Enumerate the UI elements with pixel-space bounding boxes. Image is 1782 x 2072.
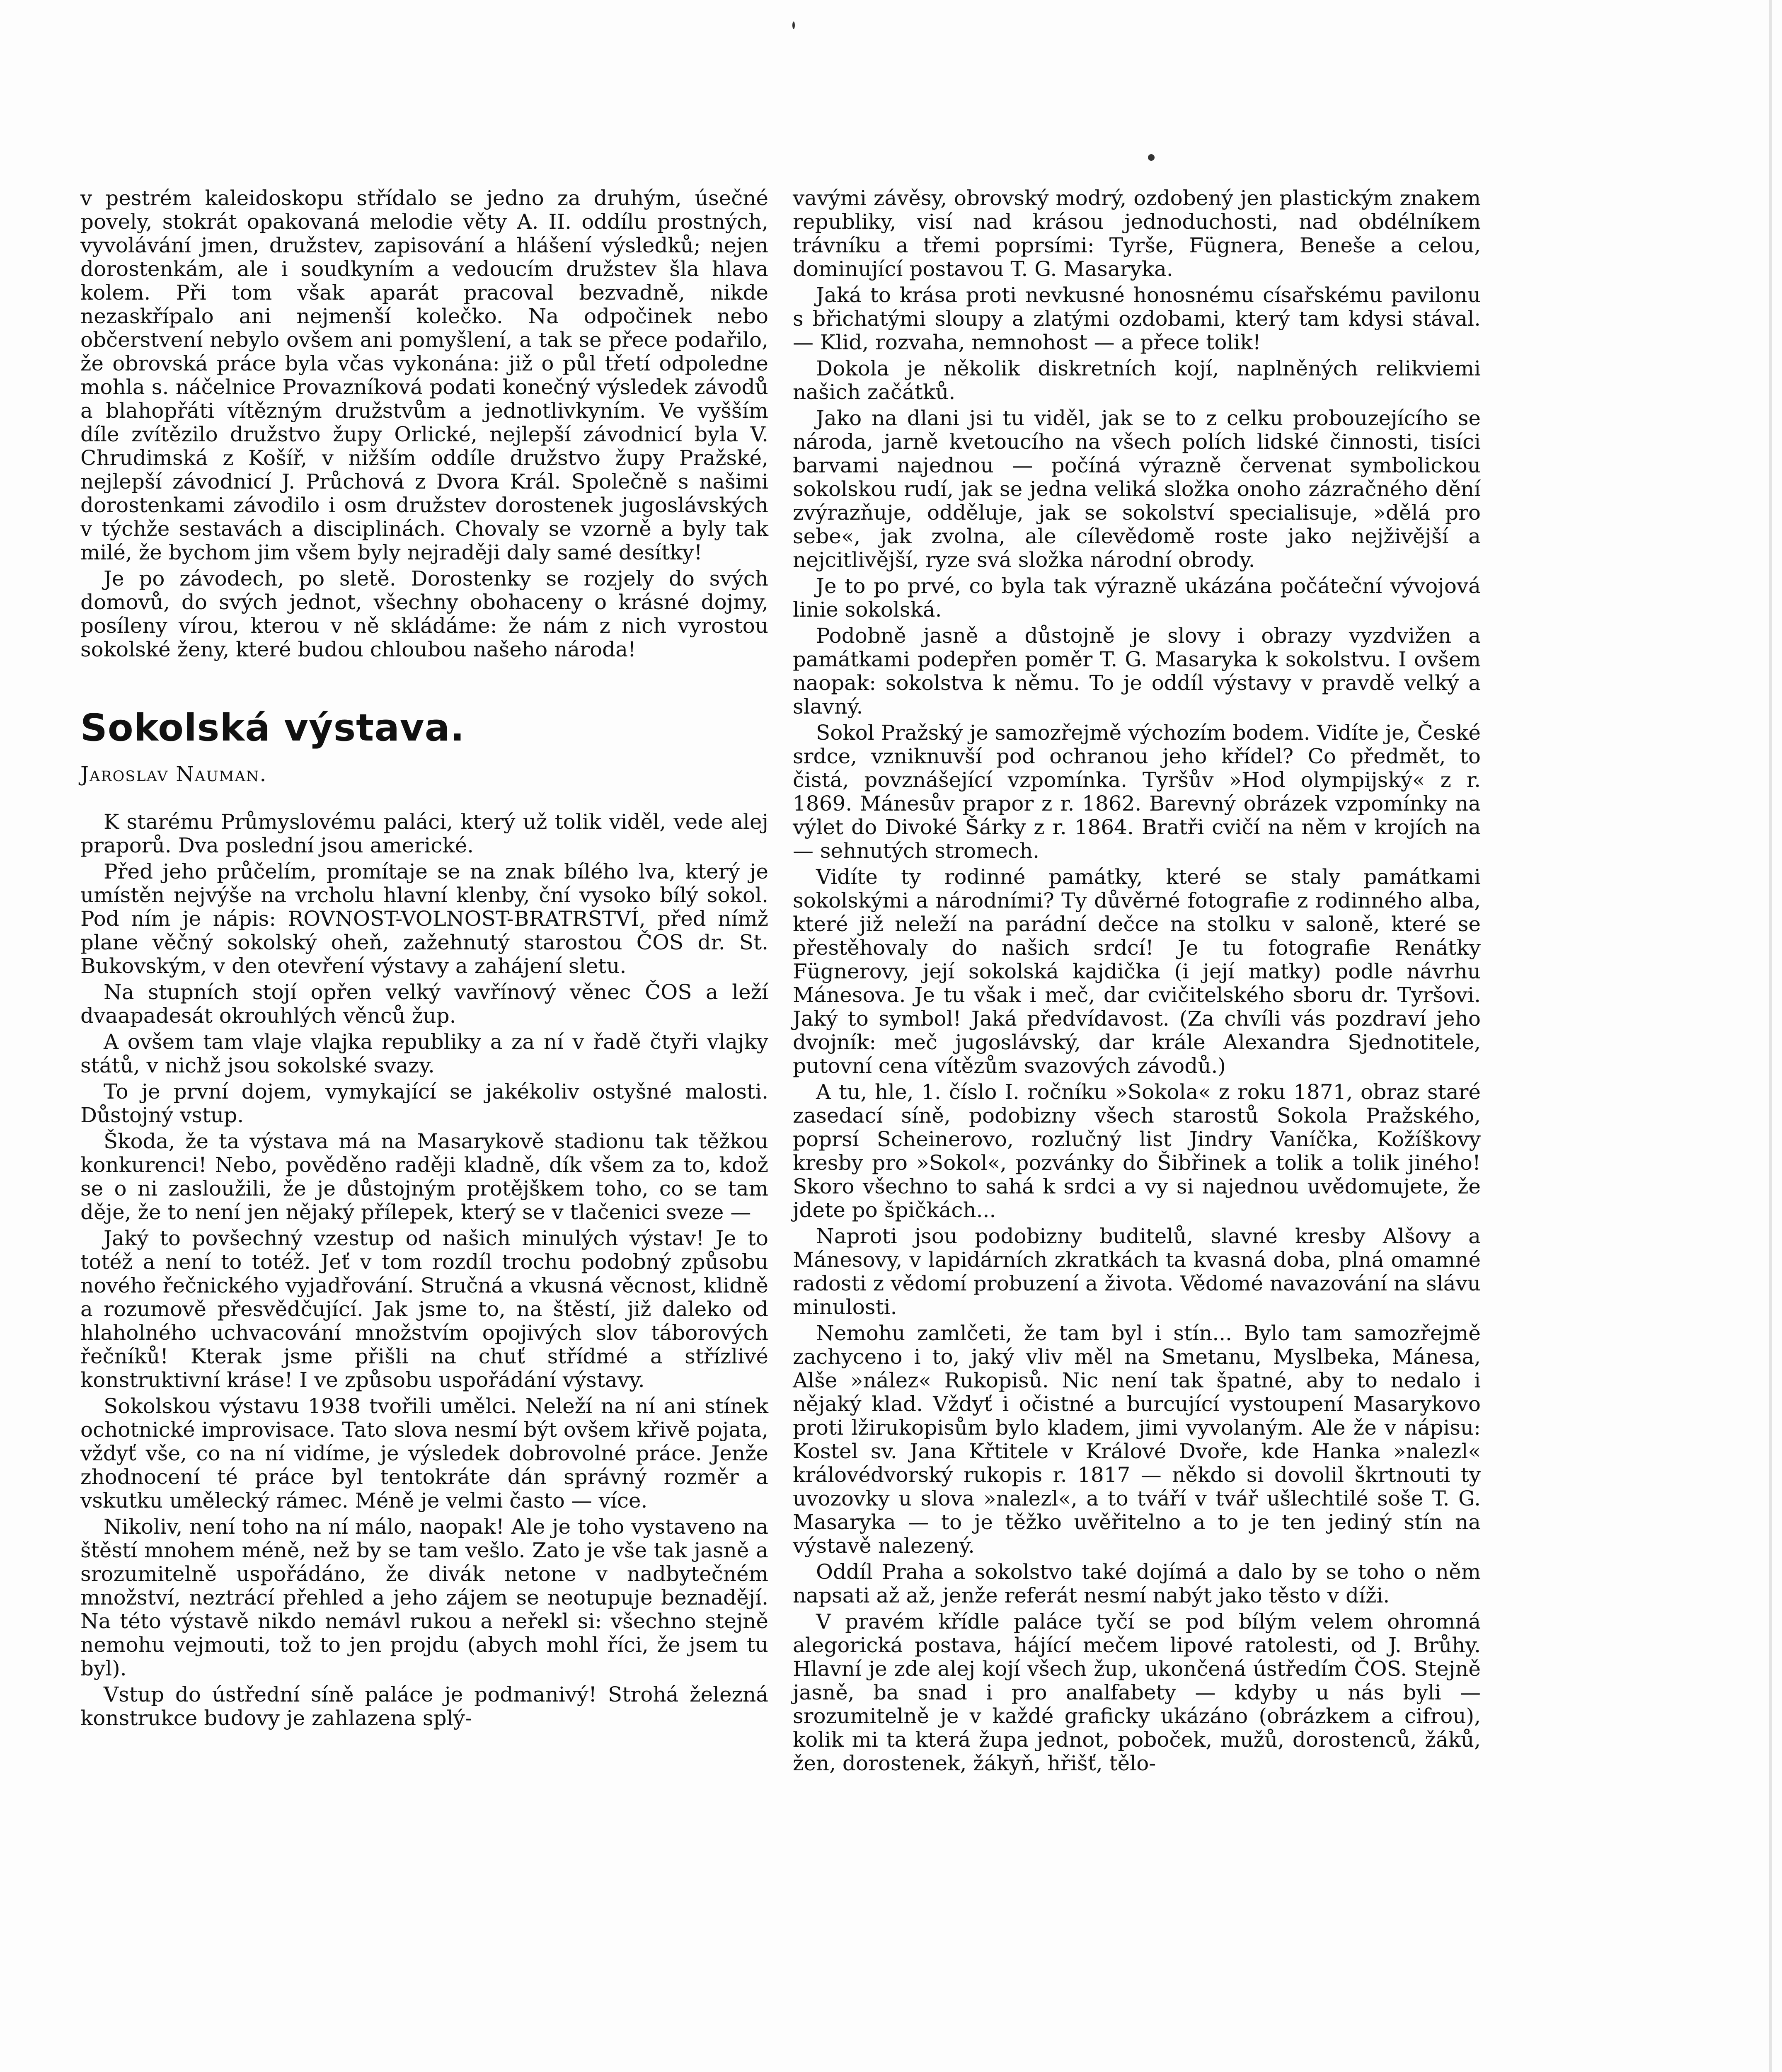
article-paragraph: A tu, hle, 1. číslo I. ročníku »Sokola« z roku 1871, obraz staré zasedací síně, podobizny všech starostů Sokola Pražského, poprsí Scheinerovo, rozlučný list Jindry Vaníčka, Kožíškovy kresby pro »Sokol«, pozvánky do Šibřinek a tolik a tolik jiného! Skoro všechno to sahá k srdci a vy si najednou uvědomujete, že jdete po špičkách... bbox=[793, 1080, 1481, 1222]
article-paragraph: Jaká to krása proti nevkusné honosnému císařskému pavilonu s břichatými sloupy a zlatými ozdobami, který tam kdysi stával. — Klid, rozvaha, nemnohost — a přece tolik! bbox=[793, 283, 1481, 354]
article-paragraph: Sokol Pražský je samozřejmě výchozím bodem. Vidíte je, České srdce, vzniknuvší pod ochranou jeho křídel? Co předmět, to čistá, povznášející vzpomínka. Tyršův »Hod olympijský« z r. 1869. Mánesův prapor z r. 1862. Barevný obrázek vzpomínky na výlet do Divoké Šárky z r. 1864. Bratři cvičí na něm v krojích na — sehnutých stromech. bbox=[793, 721, 1481, 863]
intro-paragraph: v pestrém kaleidoskopu střídalo se jedno za druhým, úsečné povely, stokrát opakovaná melodie věty A. II. oddílu prostných, vyvolávání jmen, družstev, zapisování a hlášení výsledků; nejen dorostenkám, ale i soudkyním a vedoucím družstev šla hlava kolem. Při tom však aparát pracoval bezvadně, nikde nezaskřípalo ani nejmenší kolečko. Na odpočinek nebo občerstvení nebylo ovšem ani pomyšlení, a tak se přece podařilo, že obrovská práce byla včas vykonána: již o půl třetí odpoledne mohla s. náčelnice Provazníková podati konečný výsledek závodů a blahopřáti vítězným družstvům a jednotlivkyním. Ve vyšším díle zvítězilo družstvo župy Orlické, nejlepší závodnicí byla V. Chrudimská z Košíř, v nižším oddíle družstvo župy Pražské, nejlepší závodnicí J. Průchová z Dvora Král. Společně s našimi dorostenkami závodilo i osm družstev dorostenek jugoslávských v týchže sestavách a disciplinách. Chovaly se vzorně a byly tak milé, že bychom jim všem byly nejraději daly samé desítky! bbox=[80, 186, 768, 564]
article-paragraph: Jako na dlani jsi tu viděl, jak se to z celku probouzejícího se národa, jarně kvetoucího na všech polích lidské činnosti, tisíci barvami najednou — počíná výrazně červenat symbolickou sokolskou rudí, jak se jedna veliká složka onoho zázračného dění zvýrazňuje, odděluje, jak se sokolství specialisuje, »dělá pro sebe«, jak zvolna, ale cílevědomě roste jako nejživější a nejcitlivější, ryze svá složka národní obrody. bbox=[793, 406, 1481, 572]
article-paragraph: Na stupních stojí opřen velký vavřínový věnec ČOS a leží dvaapadesát okrouhlých věnců žup. bbox=[80, 980, 768, 1028]
author-name: Jaroslav Nauman. bbox=[80, 762, 267, 786]
article-paragraph: Před jeho průčelím, promítaje se na znak bílého lva, který je umístěn nejvýše na vrcholu hlavní klenby, ční vysoko bílý sokol. Pod ním je nápis: ROVNOST-VOLNOST-BRATRSTVÍ, před nímž plane věčný sokolský oheň, zažehnutý starostou ČOS dr. St. Bukovským, v den otevření výstavy a zahájení sletu. bbox=[80, 859, 768, 978]
article-paragraph: Nemohu zamlčeti, že tam byl i stín... Bylo tam samozřejmě zachyceno i to, jaký vliv měl na Smetanu, Myslbeka, Mánesa, Alše »nález« Rukopisů. Nic není tak špatné, aby to nedalo i nějaký klad. Vždyť i očistné a burcující vystoupení Masarykovo proti lžirukopisům bylo kladem, jimi vyvolaným. Ale že v nápisu: Kostel sv. Jana Křtitele v Králové Dvoře, kde Hanka »nalezl« královédvorský rukopis r. 1817 — někdo si dovolil škrtnouti ty uvozovky u slova »nalezl«, a to tváří v tvář ušlechtilé soše T. G. Masaryka — to je těžko uvěřitelno a to je ten jediný stín na výstavě nalezený. bbox=[793, 1321, 1481, 1558]
article-paragraph: Vstup do ústřední síně paláce je podmanivý! Strohá železná konstrukce budovy je zahlazena splý- bbox=[80, 1682, 768, 1730]
section-title: Sokolská výstava. bbox=[80, 706, 465, 750]
article-paragraph: V pravém křídle paláce tyčí se pod bílým velem ohromná alegorická postava, hájící mečem lipové ratolesti, od J. Brůhy. Hlavní je zde alej kojí všech žup, ukončená ústředím ČOS. Stejně jasně, ba snad i pro analfabety — kdyby u nás byli — srozumitelně je v každé graficky ukázáno (obrázkem a cifrou), kolik mi ta která župa jednot, poboček, mužů, dorostenců, žáků, žen, dorostenek, žákyň, hřišť, tělo- bbox=[793, 1610, 1481, 1775]
article-paragraph: Škoda, že ta výstava má na Masarykově stadionu tak těžkou konkurenci! Nebo, pověděno raději kladně, dík všem za to, kdož se o ni zasloužili, že je důstojným protějškem toho, co se tam děje, že to není jen nějaký přílepek, který se v tlačenici sveze — bbox=[80, 1129, 768, 1224]
article-paragraph: Sokolskou výstavu 1938 tvořili umělci. Neleží na ní ani stínek ochotnické improvisace. Tato slova nesmí být ovšem křivě pojata, vždyť vše, co na ní vidíme, je výsledek dobrovolné práce. Jenže zhodnocení té práce byl tentokráte dán správný rozměr a vskutku umělecký rámec. Méně je velmi často — více. bbox=[80, 1394, 768, 1513]
article-paragraph: Vidíte ty rodinné památky, které se staly památkami sokolskými a národními? Ty důvěrné fotografie z rodinného alba, které již neleží na parádní dečce na stolku v saloně, které se přestěhovaly do našich srdcí! Je tu fotografie Renátky Fügnerovy, její sokolská kajdička (i její matky) podle návrhu Mánesova. Je tu však i meč, dar cvičitelského sboru dr. Tyršovi. Jaký to symbol! Jaká předvídavost. (Za chvíli vás pozdraví jeho dvojník: meč jugoslávský, dar krále Alexandra Sjednotitele, putovní cena vítězům svazových závodů.) bbox=[793, 865, 1481, 1078]
article-paragraph: To je první dojem, vymykající se jakékoliv ostyšné malosti. Důstojný vstup. bbox=[80, 1080, 768, 1127]
scan-speck bbox=[792, 22, 795, 29]
article-paragraph: vavými závěsy, obrovský modrý, ozdobený jen plastickým znakem republiky, visí nad krásou jednoduchosti, nad obdélníkem trávníku a třemi poprsími: Tyrše, Fügnera, Beneše a celou, dominující postavou T. G. Masaryka. bbox=[793, 186, 1481, 281]
left-column bbox=[80, 186, 768, 1733]
intro-paragraph: Je po závodech, po sletě. Dorostenky se rozjely do svých domovů, do svých jednot, všechny obohaceny o krásné dojmy, posíleny vírou, kterou v ně skládáme: že nám z nich vyrostou sokolské ženy, které budou chloubou našeho národa! bbox=[80, 566, 768, 661]
article-paragraph: Jaký to povšechný vzestup od našich minulých výstav! Je to totéž a není to totéž. Jeť v tom rozdíl trochu podobný způsobu nového řečnického vyjadřování. Stručná a vkusná věcnost, klidně a rozumově přesvědčující. Jak jsme to, na štěstí, již daleko od hlaholného uchvacování množstvím opojivých slov táborových řečníků! Kterak jsme přišli na chuť střídmé a střízlivé konstruktivní kráse! I ve způsobu uspořádání výstavy. bbox=[80, 1226, 768, 1392]
article-paragraph: Dokola je několik diskretních kojí, naplněných relikviemi našich začátků. bbox=[793, 356, 1481, 404]
article-paragraph: Oddíl Praha a sokolstvo také dojímá a dalo by se toho o něm napsati až až, jenže referát nesmí nabýt jako těsto v díži. bbox=[793, 1560, 1481, 1607]
article-paragraph: Podobně jasně a důstojně je slovy i obrazy vyzdvižen a památkami podepřen poměr T. G. Masaryka k sokolstvu. I ovšem naopak: sokolstva k němu. To je oddíl výstavy v pravdě velký a slavný. bbox=[793, 624, 1481, 719]
article-paragraph: A ovšem tam vlaje vlajka republiky a za ní v řadě čtyři vlajky států, v nichž jsou sokolské svazy. bbox=[80, 1030, 768, 1077]
article-paragraph: Je to po prvé, co byla tak výrazně ukázána počáteční vývojová linie sokolská. bbox=[793, 574, 1481, 622]
article-paragraph: Nikoliv, není toho na ní málo, naopak! Ale je toho vystaveno na štěstí mnohem méně, než by se tam vešlo. Zato je vše tak jasně a srozumitelně uspořádáno, že divák netone v nadbytečném množství, neztrácí přehled a jeho zájem se neotupuje beznadějí. Na této výstavě nikdo nemávl rukou a neřekl si: všechno stejně nemohu vejmouti, tož to jen projdu (abych mohl říci, že jsem tu byl). bbox=[80, 1515, 768, 1680]
scan-speck bbox=[1148, 154, 1155, 161]
right-column bbox=[793, 186, 1481, 1778]
scan-edge-mark bbox=[1769, 0, 1772, 2072]
article-paragraph: Naproti jsou podobizny buditelů, slavné kresby Alšovy a Mánesovy, v lapidárních zkratkách ta kvasná doba, plná omamné radosti z vědomí probuzení a života. Vědomé navazování na slávu minulosti. bbox=[793, 1224, 1481, 1319]
article-paragraph: K starému Průmyslovému paláci, který už tolik viděl, vede alej praporů. Dva poslední jsou americké. bbox=[80, 810, 768, 857]
